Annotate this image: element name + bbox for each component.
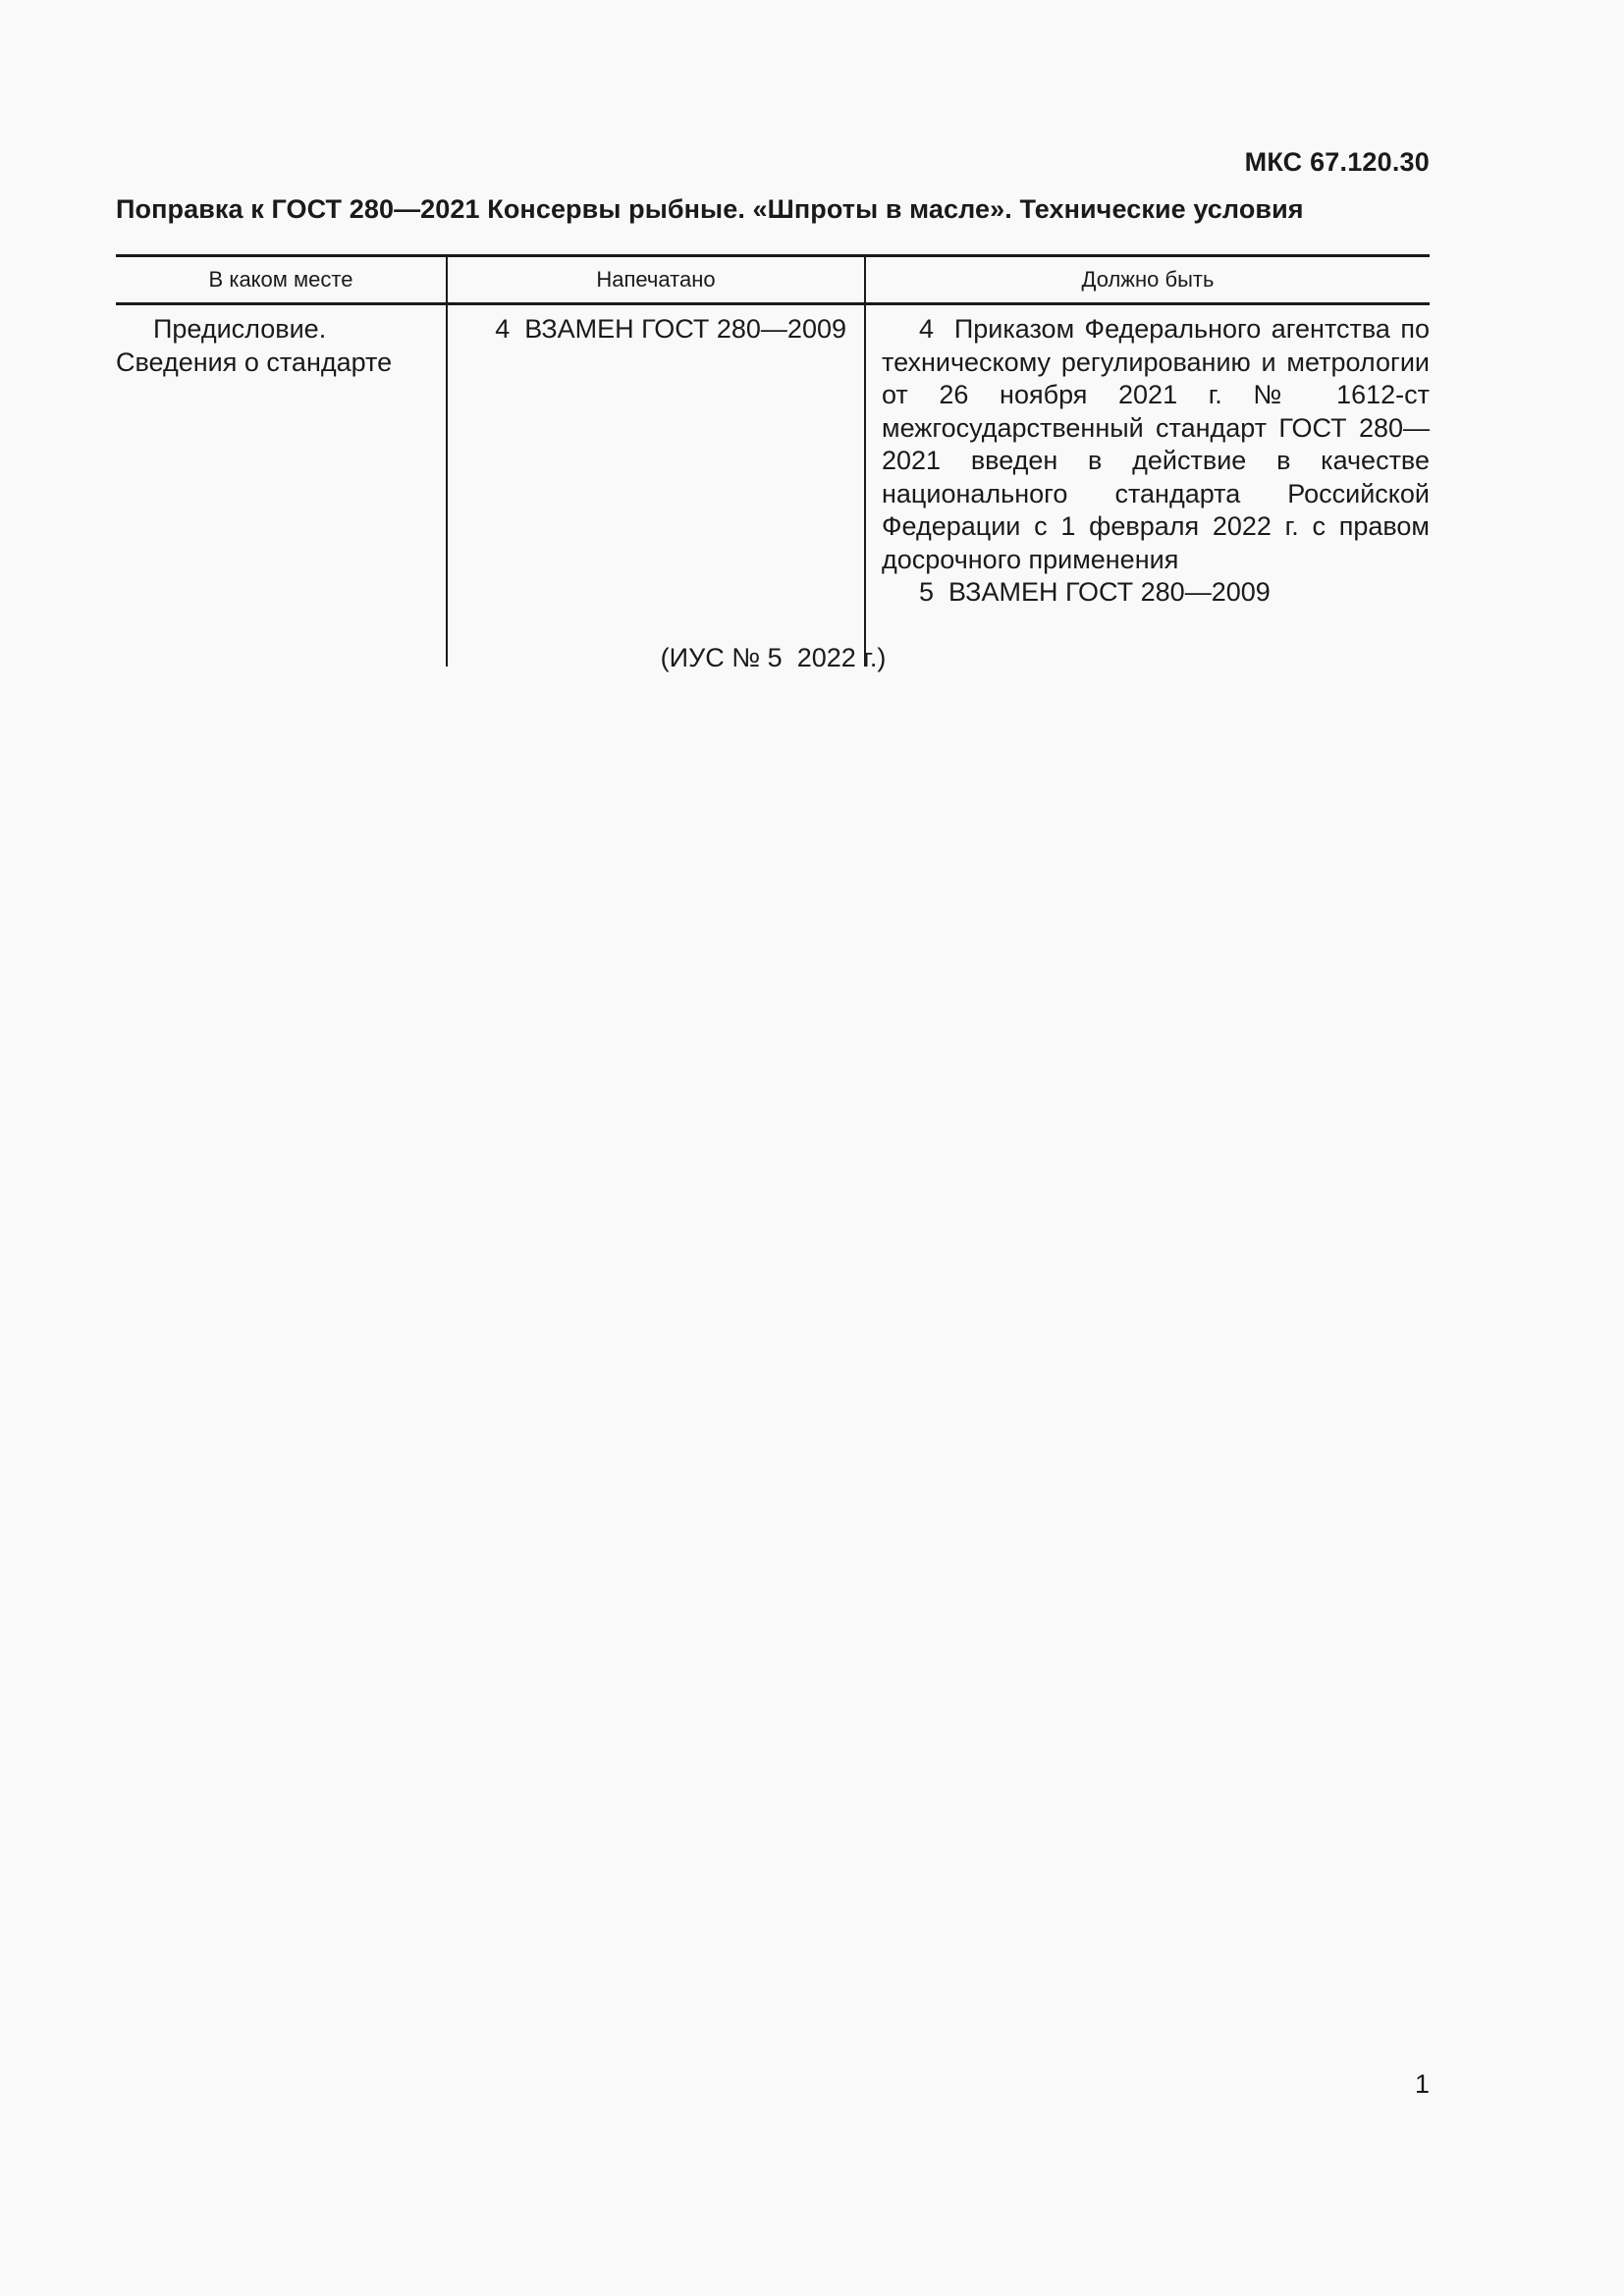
column-header-printed: Напечатано (448, 257, 866, 302)
corrections-table (116, 254, 1437, 667)
table-row (116, 305, 1437, 667)
column-header-should-be: Должно быть (1081, 267, 1215, 292)
cell-should-be (866, 305, 1437, 667)
column-header-location: В каком месте (116, 257, 448, 302)
page-number: 1 (1414, 2069, 1430, 2099)
table-header (116, 254, 1430, 305)
should-be-paragraph: 4 Приказом Федерального агентства по техническому регулированию и метрологии от 26 ноября 2021 г. № 1612-ст межгосударственный стандарт ГОСТ 280—2021 введен в действие в качестве национального стандарта Российской Федерации с 1 февраля 2022 г. с правом досрочного применения (882, 314, 1437, 574)
ius-reference: (ИУС № 5 2022 г.) (660, 643, 887, 672)
cell-printed-text: 4 ВЗАМЕН ГОСТ 280—2009 (495, 314, 846, 344)
document-title: Поправка к ГОСТ 280—2021 Консервы рыбные. «Шпроты в масле». Технические условия (116, 194, 1304, 224)
cell-location (116, 305, 448, 667)
cell-printed (448, 305, 866, 667)
classification-code: МКС 67.120.30 (1244, 147, 1430, 177)
should-be-paragraph: 5 ВЗАМЕН ГОСТ 280—2009 (919, 577, 1271, 607)
cell-location-text: Предисловие. Сведения о стандарте (116, 314, 393, 377)
